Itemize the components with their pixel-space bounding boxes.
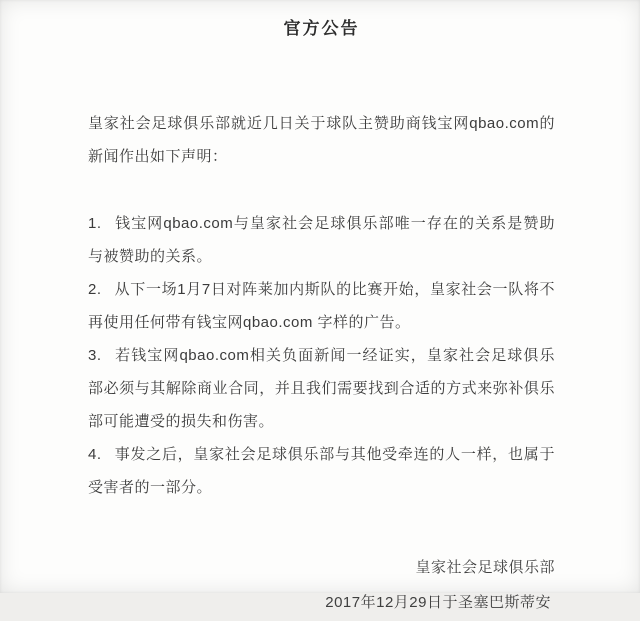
date-line: 2017年12月29日于圣塞巴斯蒂安 bbox=[325, 594, 551, 612]
statement-list bbox=[88, 207, 555, 504]
page-title: 官方公告 bbox=[283, 19, 360, 38]
list-item-text: 事发之后，皇家社会足球俱乐部与其他受牵连的人一样，也属于受害者的一部分。 bbox=[88, 446, 555, 496]
intro-paragraph: 皇家社会足球俱乐部就近几日关于球队主赞助商钱宝网qbao.com的新闻作出如下声明： bbox=[88, 115, 555, 165]
list-item bbox=[88, 273, 555, 339]
list-item bbox=[88, 339, 555, 438]
list-item-number: 4. bbox=[88, 446, 102, 463]
list-item bbox=[88, 207, 555, 273]
list-item bbox=[88, 438, 555, 504]
list-item-text: 钱宝网qbao.com与皇家社会足球俱乐部唯一存在的关系是赞助与被赞助的关系。 bbox=[88, 215, 555, 265]
list-item-number: 1. bbox=[88, 215, 102, 232]
signature-block bbox=[88, 550, 555, 621]
list-item-number: 3. bbox=[88, 347, 102, 364]
list-item-text: 从下一场1月7日对阵莱加内斯队的比赛开始，皇家社会一队将不再使用任何带有钱宝网qbao.com 字样的广告。 bbox=[88, 281, 555, 331]
list-item-text: 若钱宝网qbao.com相关负面新闻一经证实，皇家社会足球俱乐部必须与其解除商业合同，并且我们需要找到合适的方式来弥补俱乐部可能遭受的损失和伤害。 bbox=[88, 347, 555, 430]
signature: 皇家社会足球俱乐部 bbox=[415, 559, 555, 576]
list-item-number: 2. bbox=[88, 281, 102, 298]
